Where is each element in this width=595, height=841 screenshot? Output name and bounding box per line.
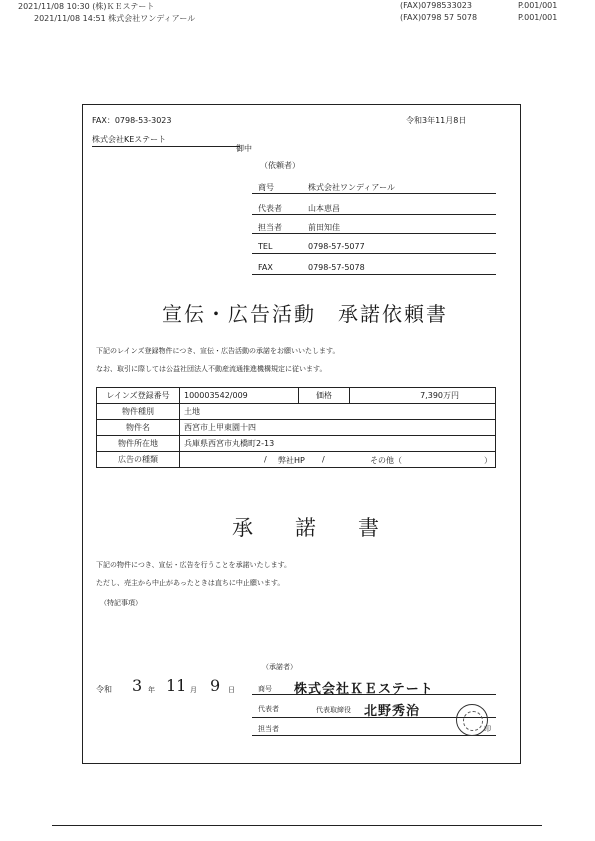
- property-address-label: 物件所在地: [97, 436, 180, 452]
- grantor-company-label: 商号: [258, 685, 272, 693]
- consent-date-year: 3: [132, 676, 143, 695]
- page-bottom-rule: [52, 825, 542, 826]
- addressee: 株式会社KEステート: [92, 135, 167, 144]
- fax-to-number: FAX：0798-53-3023: [92, 116, 172, 125]
- consent-date-year-unit: 年: [148, 686, 155, 694]
- grantor-rep-name: 北野秀治: [364, 704, 421, 719]
- grantor-seal-mark: 印: [484, 725, 491, 733]
- requester-label-tel: TEL: [258, 242, 273, 251]
- requester-value-company: 株式会社ワンディアール: [308, 183, 395, 192]
- addressee-underline: [92, 146, 240, 147]
- grantor-company-stamp: 株式会社ＫＥステート: [294, 682, 434, 697]
- ad-media-close: ）: [484, 456, 492, 465]
- consent-line-2: ただし、売主から中止があったときは直ちに中止願います。: [96, 579, 285, 587]
- requester-label-fax: FAX: [258, 263, 273, 272]
- property-address-value: 兵庫県西宮市丸橋町2-13: [180, 436, 496, 452]
- price-label: 価格: [299, 388, 350, 404]
- ad-media-company-hp: 弊社HP: [278, 456, 305, 465]
- addressee-honorific: 御中: [236, 144, 252, 153]
- consent-date-month: 11: [166, 676, 187, 695]
- consent-date-month-unit: 月: [190, 686, 197, 694]
- reins-number-label: レインズ登録番号: [97, 388, 180, 404]
- company-seal-icon: [456, 704, 488, 736]
- ad-media-other: その他（: [370, 456, 402, 465]
- requester-value-staff: 前田知佳: [308, 223, 340, 232]
- consent-date-day-unit: 日: [228, 686, 235, 694]
- grantor-staff-label: 担当者: [258, 725, 279, 733]
- ad-media-slash-1: /: [264, 455, 267, 464]
- requester-value-tel: 0798-57-5077: [308, 242, 365, 251]
- property-row-address: [97, 436, 496, 452]
- ad-media-value: [180, 452, 496, 468]
- requester-staff-line: [252, 233, 496, 234]
- requester-tel-line: [252, 253, 496, 254]
- special-notes-heading: （特記事項）: [100, 599, 142, 607]
- request-intro-line-2: なお、取引に際しては公益社団法人不動産流通推進機構規定に従います。: [96, 365, 327, 373]
- letter-date: 令和3年11月8日: [406, 116, 467, 125]
- property-table: [96, 387, 496, 468]
- ad-media-label: 広告の種類: [97, 452, 180, 468]
- consent-title: 承 諾 書: [232, 516, 379, 540]
- requester-fax-line: [252, 274, 496, 275]
- fax-header-line-1-left: 2021/11/08 10:30 (株)ＫＥステート: [18, 2, 155, 11]
- request-title: 宣伝・広告活動 承諾依頼書: [162, 302, 448, 326]
- requester-company-line: [252, 193, 496, 194]
- grantor-heading: （承諾者）: [262, 663, 297, 671]
- property-row-reins: [97, 388, 496, 404]
- ad-media-slash-2: /: [322, 455, 325, 464]
- fax-header-line-2-left: 2021/11/08 14:51 株式会社ワンディアール: [34, 14, 196, 23]
- grantor-staff-line: [252, 735, 496, 736]
- grantor-rep-label: 代表者: [258, 705, 279, 713]
- fax-header-line-2-mid: (FAX)0798 57 5078: [400, 13, 478, 22]
- property-name-value: 西宮市上甲東園十四: [180, 420, 496, 436]
- requester-representative-line: [252, 214, 496, 215]
- consent-line-1: 下記の物件につき、宣伝・広告を行うことを承諾いたします。: [96, 561, 292, 569]
- property-type-value: 土地: [180, 404, 496, 420]
- requester-label-representative: 代表者: [258, 204, 282, 213]
- consent-date-day: 9: [210, 676, 221, 695]
- requester-value-fax: 0798-57-5078: [308, 263, 365, 272]
- fax-header-line-1-right: P.001/001: [518, 1, 558, 10]
- grantor-rep-title: 代表取締役: [316, 706, 351, 714]
- property-row-name: [97, 420, 496, 436]
- price-value: 7,390万円: [350, 388, 496, 404]
- request-intro-line-1: 下記のレインズ登録物件につき、宣伝・広告活動の承諾をお願いいたします。: [96, 347, 340, 355]
- fax-header-line-1-mid: (FAX)0798533023: [400, 1, 472, 10]
- requester-label-staff: 担当者: [258, 223, 282, 232]
- requester-label-company: 商号: [258, 183, 274, 192]
- fax-header-line-2-right: P.001/001: [518, 13, 558, 22]
- property-type-label: 物件種別: [97, 404, 180, 420]
- property-row-media: [97, 452, 496, 468]
- property-name-label: 物件名: [97, 420, 180, 436]
- reins-number-value: 100003542/009: [180, 388, 299, 404]
- requester-heading: （依頼者）: [260, 161, 300, 170]
- grantor-company-line: [252, 694, 496, 695]
- consent-date-era: 令和: [96, 685, 112, 694]
- requester-value-representative: 山本恵昌: [308, 204, 340, 213]
- property-row-type: [97, 404, 496, 420]
